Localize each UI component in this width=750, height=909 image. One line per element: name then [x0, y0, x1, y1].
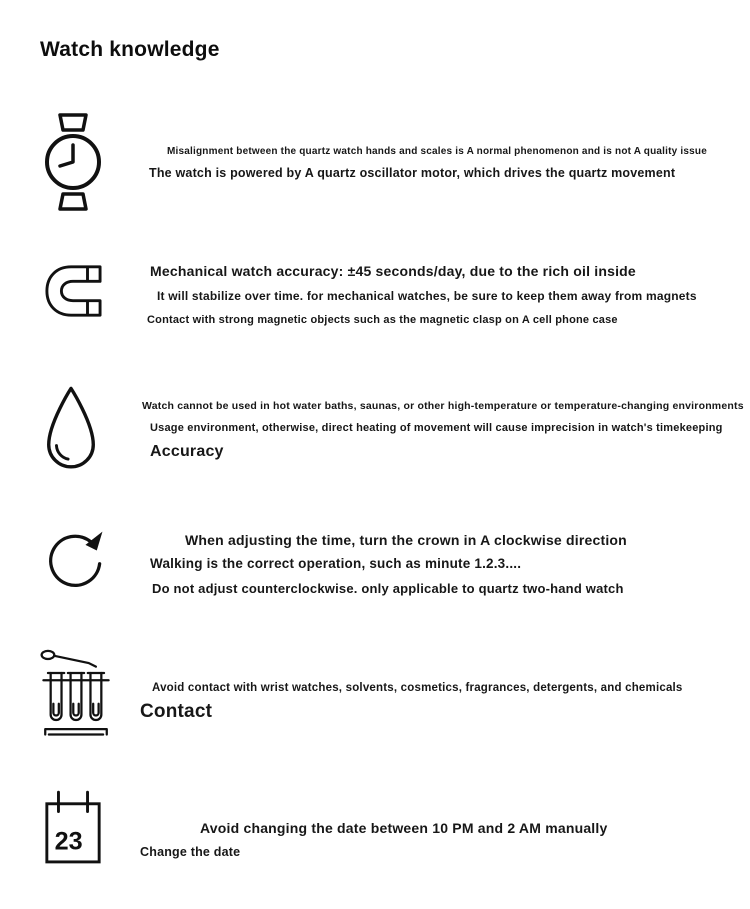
magnet-headline: Mechanical watch accuracy: ±45 seconds/day, due to the rich oil inside	[150, 263, 636, 279]
temperature-sub-line: Usage environment, otherwise, direct heating of movement will cause imprecision in watch's timekeeping	[150, 422, 723, 434]
change-date-label: Change the date	[140, 845, 241, 859]
test-tubes-icon	[38, 645, 114, 739]
contact-label: Contact	[140, 701, 213, 722]
temperature-note-line: Watch cannot be used in hot water baths, saunas, or other high-temperature or temperature-changing environments	[142, 400, 744, 412]
chemicals-note-line: Avoid contact with wrist watches, solvents, cosmetics, fragrances, detergents, and chemicals	[152, 682, 683, 694]
magnet-note-line: Contact with strong magnetic objects such as the magnetic clasp on A cell phone case	[147, 314, 618, 326]
clockwise-arrow-icon	[42, 522, 110, 598]
crown-headline: When adjusting the time, turn the crown in A clockwise direction	[185, 532, 627, 548]
crown-note-line: Do not adjust counterclockwise. only applicable to quartz two-hand watch	[152, 581, 624, 596]
page-title: Watch knowledge	[40, 38, 220, 61]
water-drop-icon	[40, 383, 102, 479]
watch-icon	[42, 112, 104, 212]
date-headline: Avoid changing the date between 10 PM and 2 AM manually	[200, 820, 608, 836]
accuracy-label: Accuracy	[150, 443, 224, 460]
magnet-sub-line: It will stabilize over time. for mechanical watches, be sure to keep them away from magnets	[157, 289, 697, 303]
calendar-icon	[42, 788, 104, 868]
quartz-main-line: The watch is powered by A quartz oscillator motor, which drives the quartz movement	[149, 166, 676, 180]
crown-sub-line: Walking is the correct operation, such as minute 1.2.3....	[150, 556, 522, 571]
magnet-icon	[42, 262, 104, 320]
calendar-day-number: 23	[54, 827, 83, 856]
quartz-note-line: Misalignment between the quartz watch hands and scales is A normal phenomenon and is not A quality issue	[167, 146, 707, 157]
